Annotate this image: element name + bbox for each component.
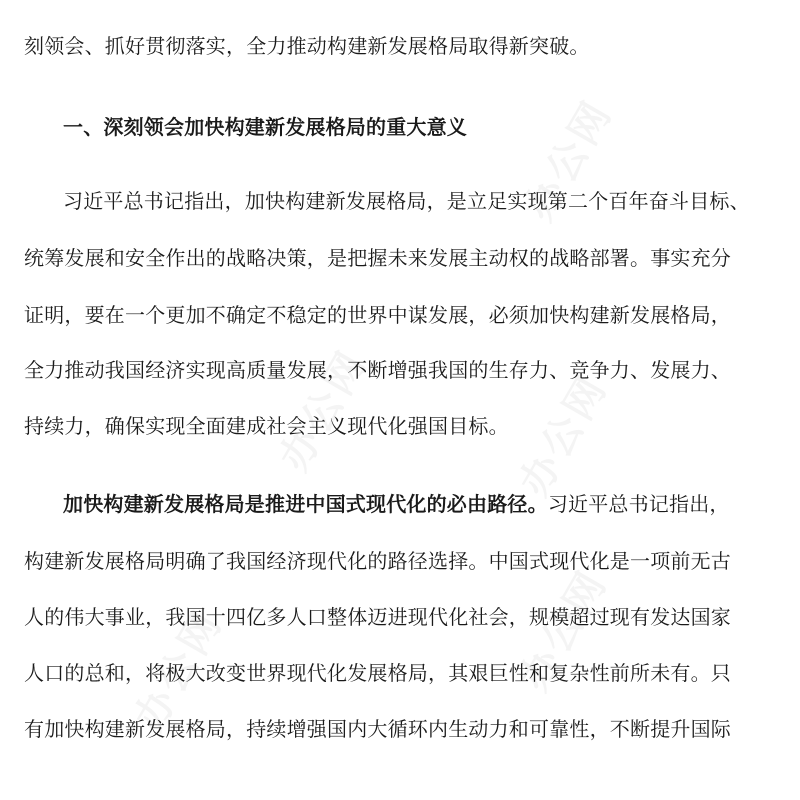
paragraph-line: 刻领会、抓好贯彻落实，全力推动构建新发展格局取得新突破。 — [24, 34, 590, 58]
paragraph-line: 有加快构建新发展格局，持续增强国内大循环内生动力和可靠性，不断提升国际 — [24, 717, 731, 741]
paragraph-line: 习近平总书记指出，加快构建新发展格局，是立足实现第二个百年奋斗目标、 — [63, 189, 750, 213]
paragraph-line: 持续力，确保实现全面建成社会主义现代化强国目标。 — [24, 414, 509, 438]
paragraph-line: 统筹发展和安全作出的战略决策，是把握未来发展主动权的战略部署。事实充分 — [24, 246, 731, 270]
paragraph-line: 全力推动我国经济实现高质量发展，不断增强我国的生存力、竞争力、发展力、 — [24, 358, 731, 382]
paragraph-line: 人口的总和，将极大改变世界现代化发展格局，其艰巨性和复杂性前所未有。只 — [24, 661, 731, 685]
paragraph-line-lead — [63, 492, 776, 516]
paragraph-line: 证明，要在一个更加不确定不稳定的世界中谋发展，必须加快构建新发展格局， — [24, 303, 731, 327]
bold-lead-sentence: 加快构建新发展格局是推进中国式现代化的必由路径。 — [63, 492, 548, 516]
lead-continuation: 习近平总书记指出， — [547, 492, 730, 516]
paragraph-line: 人的伟大事业，我国十四亿多人口整体迈进现代化社会，规模超过现有发达国家 — [24, 605, 731, 629]
section-heading: 一、深刻领会加快构建新发展格局的重大意义 — [63, 115, 467, 139]
paragraph-line: 构建新发展格局明确了我国经济现代化的路径选择。中国式现代化是一项前无古 — [24, 549, 731, 573]
